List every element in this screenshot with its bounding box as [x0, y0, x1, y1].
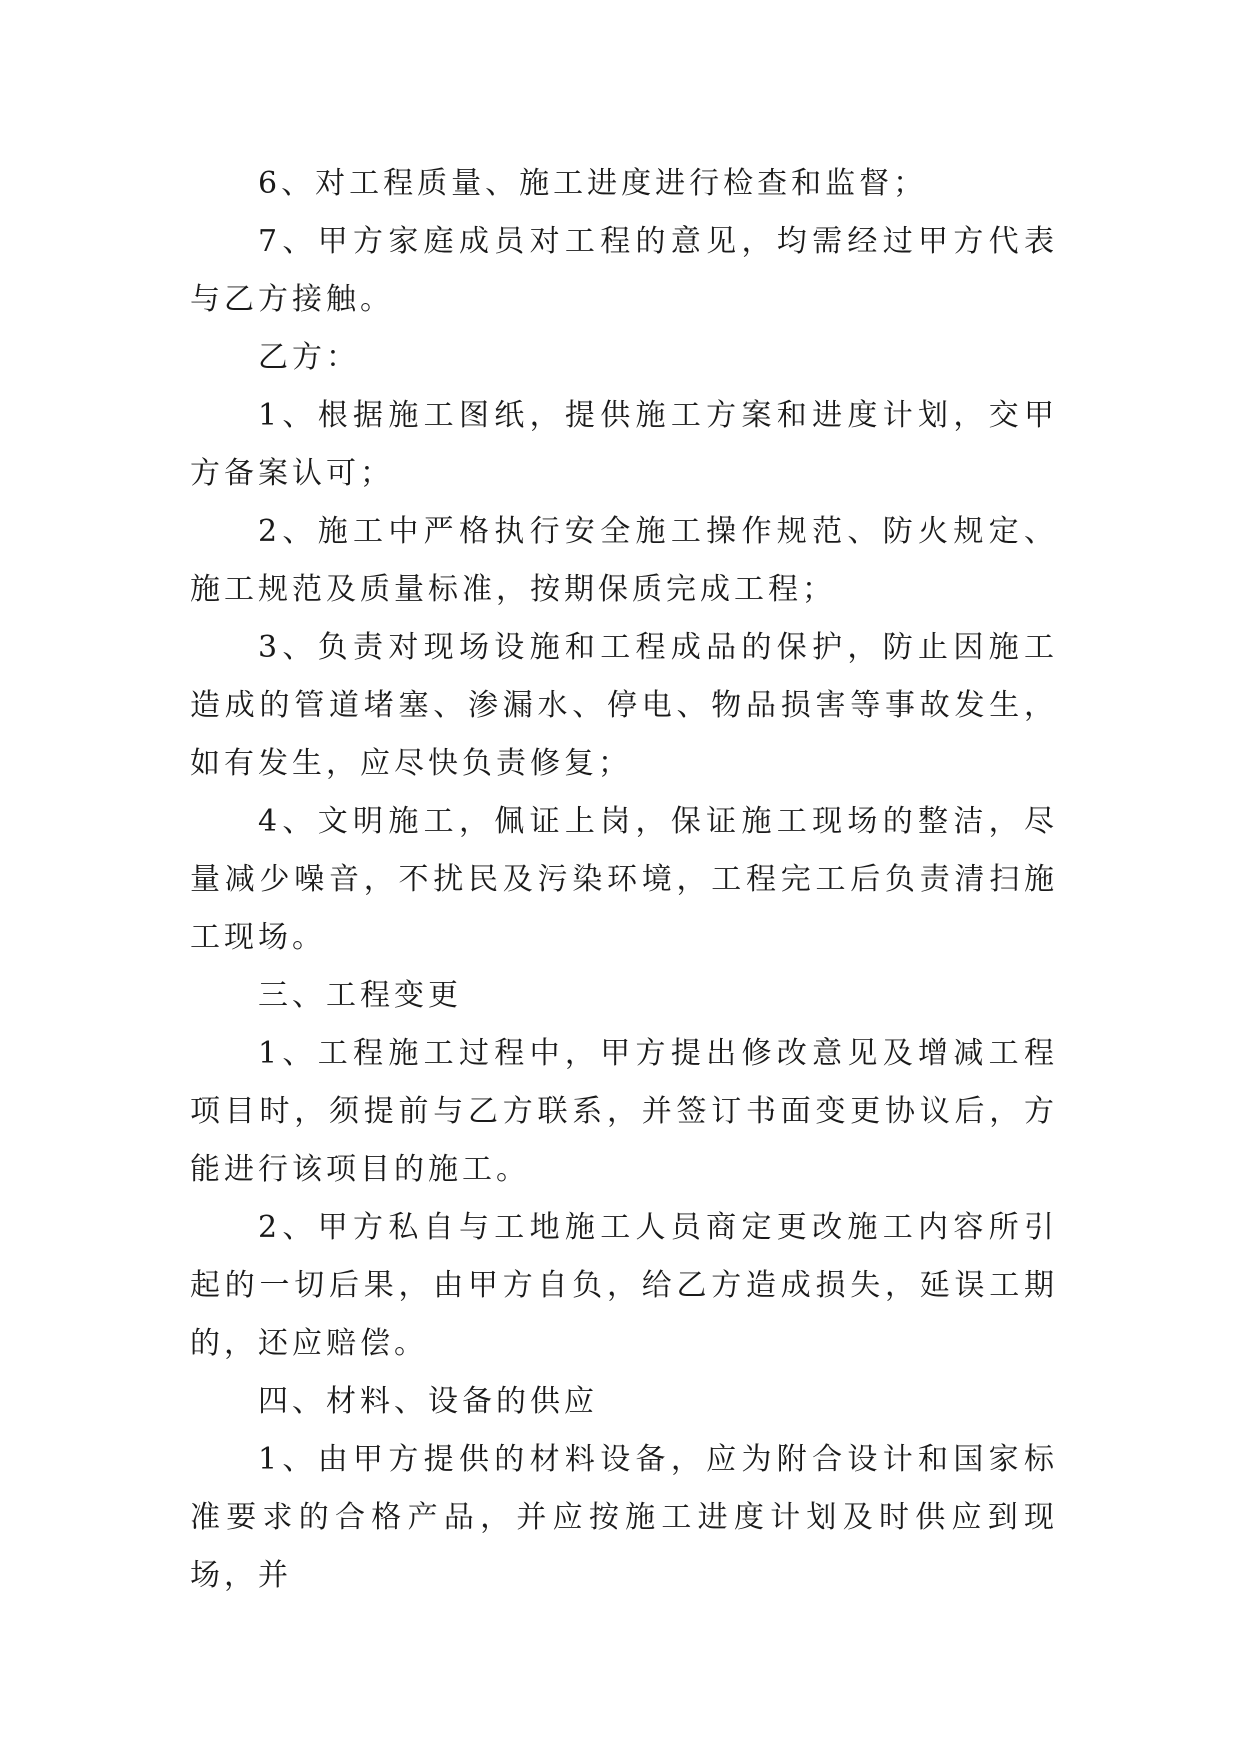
- paragraph: 1、由甲方提供的材料设备，应为附合设计和国家标准要求的合格产品，并应按施工进度计划及时供应到现场，并: [190, 1442, 1058, 1593]
- paragraph: 1、工程施工过程中，甲方提出修改意见及增减工程项目时，须提前与乙方联系，并签订书面变更协议后，方能进行该项目的施工。: [190, 1036, 1058, 1187]
- paragraph: 4、文明施工，佩证上岗，保证施工现场的整洁，尽量减少噪音，不扰民及污染环境，工程完工后负责清扫施工现场。: [190, 804, 1058, 955]
- paragraph: 3、负责对现场设施和工程成品的保护，防止因施工造成的管道堵塞、渗漏水、停电、物品损害等事故发生，如有发生，应尽快负责修复；: [190, 630, 1058, 781]
- document-body: [190, 155, 1058, 1605]
- paragraph: 2、甲方私自与工地施工人员商定更改施工内容所引起的一切后果，由甲方自负，给乙方造成损失，延误工期的，还应赔偿。: [190, 1210, 1058, 1361]
- section-heading: 三、工程变更: [258, 978, 462, 1013]
- section-heading: 乙方：: [258, 340, 360, 375]
- paragraph: 2、施工中严格执行安全施工操作规范、防火规定、施工规范及质量标准，按期保质完成工程；: [190, 514, 1058, 607]
- section-heading: 四、材料、设备的供应: [258, 1384, 598, 1419]
- paragraph: 1、根据施工图纸，提供施工方案和进度计划，交甲方备案认可；: [190, 398, 1058, 491]
- paragraph: 7、甲方家庭成员对工程的意见，均需经过甲方代表与乙方接触。: [190, 224, 1058, 317]
- paragraph: 6、对工程质量、施工进度进行检查和监督；: [258, 166, 928, 201]
